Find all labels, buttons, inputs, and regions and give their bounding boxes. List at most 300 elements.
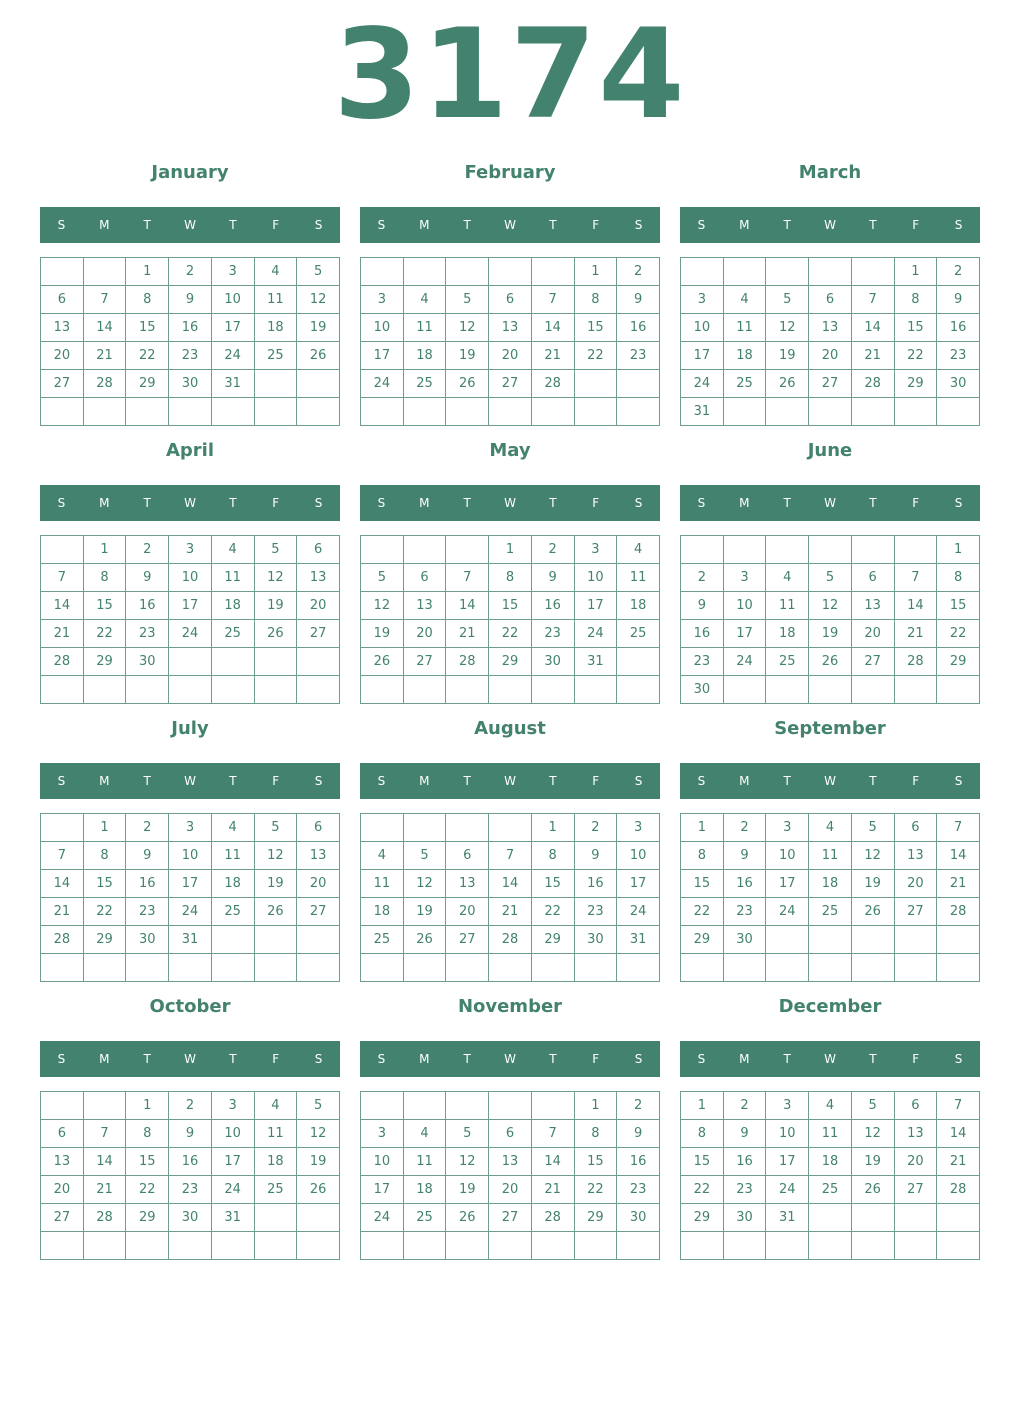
week-row	[361, 536, 660, 564]
day-cell: 30	[617, 1204, 660, 1232]
weekday-label: M	[99, 1052, 110, 1066]
weekday-label: F	[592, 774, 600, 788]
empty-cell	[531, 676, 574, 704]
day-cell: 5	[361, 564, 404, 592]
day-cell: 4	[766, 564, 809, 592]
day-cell: 15	[126, 314, 169, 342]
weekday-label: T	[463, 1052, 471, 1066]
empty-cell	[851, 1204, 894, 1232]
day-cell: 19	[851, 1148, 894, 1176]
day-cell: 28	[489, 926, 532, 954]
empty-cell	[681, 954, 724, 982]
week-row	[41, 814, 340, 842]
day-cell: 13	[446, 870, 489, 898]
empty-cell	[211, 398, 254, 426]
day-cell: 25	[403, 1204, 446, 1232]
day-cell: 11	[254, 286, 297, 314]
day-cell: 26	[766, 370, 809, 398]
day-cell: 30	[531, 648, 574, 676]
day-grid	[40, 1091, 340, 1260]
empty-cell	[254, 1232, 297, 1260]
empty-cell	[489, 954, 532, 982]
day-cell: 2	[126, 536, 169, 564]
weekday-label: T	[783, 1052, 791, 1066]
day-cell: 22	[937, 620, 980, 648]
weekday-header	[680, 485, 980, 521]
day-cell: 2	[617, 1092, 660, 1120]
day-cell: 15	[126, 1148, 169, 1176]
empty-cell	[617, 370, 660, 398]
day-cell: 29	[574, 1204, 617, 1232]
empty-cell	[83, 398, 126, 426]
day-cell: 9	[937, 286, 980, 314]
day-cell: 22	[531, 898, 574, 926]
weekday-label: F	[912, 218, 920, 232]
day-cell: 4	[403, 286, 446, 314]
weekday-label: F	[272, 1052, 280, 1066]
empty-cell	[211, 1232, 254, 1260]
month-march	[680, 160, 980, 426]
day-cell: 29	[531, 926, 574, 954]
month-may	[360, 438, 660, 704]
day-cell: 2	[723, 1092, 766, 1120]
empty-cell	[126, 1232, 169, 1260]
day-cell: 22	[574, 1176, 617, 1204]
day-cell: 26	[254, 620, 297, 648]
day-cell: 22	[574, 342, 617, 370]
empty-cell	[851, 926, 894, 954]
week-row	[41, 1148, 340, 1176]
day-cell: 13	[851, 592, 894, 620]
day-cell: 2	[617, 258, 660, 286]
weekday-label: S	[57, 774, 66, 788]
day-cell: 19	[254, 592, 297, 620]
day-cell: 17	[766, 1148, 809, 1176]
day-cell: 10	[766, 842, 809, 870]
day-cell: 22	[126, 1176, 169, 1204]
day-cell: 12	[297, 286, 340, 314]
day-cell: 17	[211, 1148, 254, 1176]
day-cell: 15	[937, 592, 980, 620]
day-cell: 12	[809, 592, 852, 620]
day-cell: 24	[361, 1204, 404, 1232]
day-cell: 11	[403, 314, 446, 342]
empty-cell	[403, 954, 446, 982]
day-cell: 23	[617, 342, 660, 370]
empty-cell	[723, 1232, 766, 1260]
empty-cell	[937, 926, 980, 954]
day-cell: 15	[83, 592, 126, 620]
day-cell: 17	[361, 1176, 404, 1204]
empty-cell	[574, 398, 617, 426]
day-cell: 7	[937, 814, 980, 842]
day-cell: 16	[531, 592, 574, 620]
empty-cell	[83, 676, 126, 704]
day-cell: 24	[766, 898, 809, 926]
weekday-label: F	[272, 218, 280, 232]
day-cell: 11	[211, 564, 254, 592]
empty-cell	[531, 1092, 574, 1120]
day-cell: 19	[446, 342, 489, 370]
day-cell: 20	[41, 342, 84, 370]
day-cell: 30	[681, 676, 724, 704]
month-january	[40, 160, 340, 426]
day-cell: 29	[937, 648, 980, 676]
day-cell: 10	[617, 842, 660, 870]
day-cell: 5	[851, 1092, 894, 1120]
day-cell: 18	[766, 620, 809, 648]
week-row	[41, 370, 340, 398]
year-title: 3174	[333, 3, 687, 147]
empty-cell	[809, 398, 852, 426]
day-cell: 22	[126, 342, 169, 370]
day-cell: 24	[169, 620, 212, 648]
day-cell: 29	[83, 648, 126, 676]
weekday-label: T	[783, 496, 791, 510]
day-cell: 11	[361, 870, 404, 898]
day-cell: 10	[766, 1120, 809, 1148]
weekday-label: W	[184, 218, 196, 232]
day-cell: 6	[297, 536, 340, 564]
day-cell: 14	[937, 842, 980, 870]
weekday-label: S	[697, 218, 706, 232]
empty-cell	[617, 398, 660, 426]
week-row	[41, 286, 340, 314]
month-november	[360, 994, 660, 1260]
day-cell: 10	[211, 286, 254, 314]
empty-cell	[766, 1232, 809, 1260]
day-cell: 6	[894, 1092, 937, 1120]
day-cell: 22	[83, 620, 126, 648]
week-row	[361, 1120, 660, 1148]
empty-cell	[937, 954, 980, 982]
weekday-label: M	[739, 496, 750, 510]
day-cell: 31	[169, 926, 212, 954]
weekday-label: W	[504, 496, 516, 510]
day-cell: 17	[169, 870, 212, 898]
day-cell: 23	[169, 342, 212, 370]
month-name: June	[807, 440, 853, 461]
day-cell: 13	[41, 314, 84, 342]
day-cell: 16	[169, 1148, 212, 1176]
weekday-label: T	[229, 218, 237, 232]
day-cell: 5	[403, 842, 446, 870]
day-cell: 31	[211, 370, 254, 398]
day-cell: 23	[723, 898, 766, 926]
day-cell: 1	[937, 536, 980, 564]
day-cell: 30	[169, 370, 212, 398]
empty-cell	[617, 1232, 660, 1260]
weekday-label: S	[377, 218, 386, 232]
week-row	[41, 592, 340, 620]
day-grid	[680, 535, 980, 704]
empty-cell	[766, 676, 809, 704]
empty-cell	[361, 1092, 404, 1120]
day-cell: 24	[211, 1176, 254, 1204]
empty-cell	[574, 954, 617, 982]
month-name: January	[151, 162, 229, 183]
weekday-label: M	[419, 218, 430, 232]
day-cell: 22	[83, 898, 126, 926]
day-cell: 20	[403, 620, 446, 648]
day-cell: 5	[766, 286, 809, 314]
day-grid	[360, 535, 660, 704]
day-cell: 11	[254, 1120, 297, 1148]
day-cell: 13	[809, 314, 852, 342]
day-cell: 19	[851, 870, 894, 898]
month-name: April	[165, 440, 215, 461]
day-cell: 26	[446, 1204, 489, 1232]
week-row	[681, 648, 980, 676]
month-name: October	[149, 996, 231, 1017]
day-cell: 28	[937, 1176, 980, 1204]
week-row	[361, 286, 660, 314]
week-row	[361, 954, 660, 982]
day-cell: 20	[489, 342, 532, 370]
weekday-label: S	[954, 496, 963, 510]
day-grid	[40, 535, 340, 704]
week-row	[361, 814, 660, 842]
day-cell: 31	[766, 1204, 809, 1232]
week-row	[681, 314, 980, 342]
day-cell: 28	[83, 1204, 126, 1232]
day-cell: 8	[574, 1120, 617, 1148]
day-cell: 5	[254, 536, 297, 564]
day-cell: 19	[403, 898, 446, 926]
weekday-label: F	[912, 774, 920, 788]
day-cell: 21	[937, 1148, 980, 1176]
day-cell: 24	[617, 898, 660, 926]
day-cell: 17	[574, 592, 617, 620]
empty-cell	[83, 1232, 126, 1260]
empty-cell	[766, 258, 809, 286]
empty-cell	[403, 1092, 446, 1120]
day-cell: 10	[574, 564, 617, 592]
empty-cell	[531, 1232, 574, 1260]
day-cell: 9	[723, 842, 766, 870]
day-cell: 15	[681, 870, 724, 898]
day-cell: 25	[254, 342, 297, 370]
day-cell: 14	[83, 1148, 126, 1176]
empty-cell	[254, 926, 297, 954]
day-cell: 4	[809, 1092, 852, 1120]
day-cell: 30	[126, 926, 169, 954]
month-name: August	[474, 718, 546, 739]
empty-cell	[361, 676, 404, 704]
week-row	[681, 1232, 980, 1260]
empty-cell	[681, 1232, 724, 1260]
empty-cell	[297, 1204, 340, 1232]
day-cell: 13	[41, 1148, 84, 1176]
week-row	[41, 898, 340, 926]
day-cell: 13	[297, 842, 340, 870]
weekday-label: S	[634, 1052, 643, 1066]
day-cell: 1	[126, 258, 169, 286]
day-cell: 25	[809, 898, 852, 926]
day-cell: 5	[446, 1120, 489, 1148]
week-row	[361, 842, 660, 870]
day-cell: 29	[681, 1204, 724, 1232]
day-cell: 4	[254, 1092, 297, 1120]
day-cell: 6	[489, 286, 532, 314]
empty-cell	[361, 814, 404, 842]
day-cell: 24	[681, 370, 724, 398]
weekday-label: S	[377, 774, 386, 788]
day-cell: 23	[617, 1176, 660, 1204]
week-row	[681, 258, 980, 286]
day-cell: 23	[574, 898, 617, 926]
week-row	[41, 398, 340, 426]
empty-cell	[41, 676, 84, 704]
day-cell: 21	[83, 1176, 126, 1204]
empty-cell	[297, 398, 340, 426]
month-name: May	[489, 440, 531, 461]
day-cell: 3	[723, 564, 766, 592]
week-row	[361, 370, 660, 398]
day-cell: 12	[361, 592, 404, 620]
day-cell: 18	[211, 870, 254, 898]
day-cell: 11	[809, 842, 852, 870]
day-cell: 28	[41, 648, 84, 676]
day-cell: 5	[297, 1092, 340, 1120]
weekday-header	[40, 485, 340, 521]
week-row	[681, 620, 980, 648]
empty-cell	[851, 954, 894, 982]
day-cell: 19	[766, 342, 809, 370]
empty-cell	[489, 258, 532, 286]
weekday-label: F	[592, 496, 600, 510]
day-cell: 13	[489, 1148, 532, 1176]
empty-cell	[361, 258, 404, 286]
empty-cell	[851, 676, 894, 704]
day-cell: 23	[937, 342, 980, 370]
weekday-label: M	[99, 218, 110, 232]
empty-cell	[403, 398, 446, 426]
empty-cell	[361, 1232, 404, 1260]
day-cell: 19	[297, 1148, 340, 1176]
day-cell: 27	[403, 648, 446, 676]
empty-cell	[851, 258, 894, 286]
day-cell: 7	[531, 1120, 574, 1148]
day-cell: 6	[809, 286, 852, 314]
day-cell: 6	[41, 286, 84, 314]
day-cell: 26	[403, 926, 446, 954]
day-cell: 9	[723, 1120, 766, 1148]
week-row	[361, 1176, 660, 1204]
week-row	[681, 1120, 980, 1148]
week-row	[361, 1092, 660, 1120]
day-cell: 26	[851, 898, 894, 926]
empty-cell	[809, 1232, 852, 1260]
day-cell: 13	[894, 1120, 937, 1148]
week-row	[361, 1148, 660, 1176]
week-row	[681, 870, 980, 898]
empty-cell	[297, 1232, 340, 1260]
day-cell: 15	[574, 1148, 617, 1176]
day-cell: 18	[254, 314, 297, 342]
weekday-label: S	[314, 1052, 323, 1066]
empty-cell	[211, 954, 254, 982]
month-june	[680, 438, 980, 704]
day-cell: 15	[681, 1148, 724, 1176]
week-row	[41, 648, 340, 676]
day-cell: 7	[83, 286, 126, 314]
day-cell: 6	[297, 814, 340, 842]
weekday-label: T	[143, 218, 151, 232]
empty-cell	[297, 648, 340, 676]
day-cell: 14	[41, 870, 84, 898]
week-row	[41, 1204, 340, 1232]
weekday-label: F	[592, 1052, 600, 1066]
day-cell: 27	[851, 648, 894, 676]
empty-cell	[894, 1232, 937, 1260]
empty-cell	[723, 676, 766, 704]
week-row	[681, 898, 980, 926]
day-cell: 26	[254, 898, 297, 926]
week-row	[41, 676, 340, 704]
day-cell: 8	[681, 1120, 724, 1148]
day-cell: 31	[617, 926, 660, 954]
empty-cell	[937, 398, 980, 426]
day-cell: 27	[41, 370, 84, 398]
day-cell: 24	[361, 370, 404, 398]
day-cell: 16	[723, 1148, 766, 1176]
day-cell: 22	[894, 342, 937, 370]
day-cell: 25	[211, 620, 254, 648]
weekday-label: W	[184, 774, 196, 788]
day-cell: 28	[531, 370, 574, 398]
weekday-label: S	[314, 774, 323, 788]
day-cell: 26	[446, 370, 489, 398]
week-row	[361, 926, 660, 954]
day-cell: 19	[809, 620, 852, 648]
day-cell: 3	[681, 286, 724, 314]
weekday-label: M	[419, 1052, 430, 1066]
day-cell: 26	[361, 648, 404, 676]
empty-cell	[297, 676, 340, 704]
weekday-header	[40, 207, 340, 243]
day-cell: 9	[126, 842, 169, 870]
empty-cell	[446, 1092, 489, 1120]
day-cell: 6	[446, 842, 489, 870]
day-cell: 12	[403, 870, 446, 898]
day-cell: 21	[531, 342, 574, 370]
day-cell: 7	[851, 286, 894, 314]
day-cell: 23	[169, 1176, 212, 1204]
weekday-label: S	[314, 496, 323, 510]
day-cell: 7	[83, 1120, 126, 1148]
day-cell: 7	[894, 564, 937, 592]
week-row	[41, 620, 340, 648]
day-cell: 17	[681, 342, 724, 370]
day-cell: 10	[169, 564, 212, 592]
empty-cell	[41, 258, 84, 286]
day-cell: 24	[723, 648, 766, 676]
day-cell: 20	[894, 1148, 937, 1176]
day-cell: 20	[809, 342, 852, 370]
empty-cell	[254, 676, 297, 704]
week-row	[361, 258, 660, 286]
day-cell: 4	[361, 842, 404, 870]
week-row	[681, 926, 980, 954]
day-grid	[680, 1091, 980, 1260]
day-cell: 29	[489, 648, 532, 676]
day-cell: 2	[574, 814, 617, 842]
day-cell: 20	[851, 620, 894, 648]
day-cell: 23	[681, 648, 724, 676]
week-row	[361, 342, 660, 370]
day-cell: 14	[937, 1120, 980, 1148]
